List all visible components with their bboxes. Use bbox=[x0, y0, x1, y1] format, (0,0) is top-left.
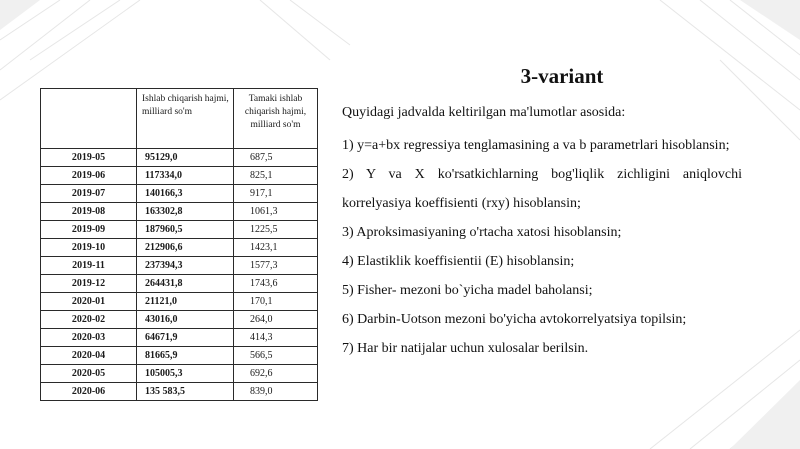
table-row bbox=[41, 257, 318, 275]
cell-production: 237394,3 bbox=[137, 257, 234, 275]
cell-tobacco: 839,0 bbox=[234, 383, 318, 401]
table-row bbox=[41, 239, 318, 257]
cell-tobacco: 1061,3 bbox=[234, 203, 318, 221]
header-period bbox=[41, 89, 137, 149]
table-row bbox=[41, 365, 318, 383]
cell-tobacco: 1577,3 bbox=[234, 257, 318, 275]
table-row bbox=[41, 329, 318, 347]
cell-production: 95129,0 bbox=[137, 149, 234, 167]
cell-period: 2020-04 bbox=[41, 347, 137, 365]
cell-tobacco: 917,1 bbox=[234, 185, 318, 203]
task-panel bbox=[342, 58, 742, 363]
cell-period: 2019-11 bbox=[41, 257, 137, 275]
table-row bbox=[41, 311, 318, 329]
data-table bbox=[40, 88, 318, 401]
cell-tobacco: 692,6 bbox=[234, 365, 318, 383]
cell-period: 2020-06 bbox=[41, 383, 137, 401]
table-header-row bbox=[41, 89, 318, 149]
cell-period: 2019-07 bbox=[41, 185, 137, 203]
task-item-3: 3) Aproksimasiyaning o'rtacha xatosi hisoblansin; bbox=[342, 225, 622, 240]
cell-production: 64671,9 bbox=[137, 329, 234, 347]
task-item-5: 5) Fisher- mezoni bo`yicha madel baholansi; bbox=[342, 283, 593, 298]
variant-title: 3-variant bbox=[520, 64, 604, 88]
cell-period: 2020-01 bbox=[41, 293, 137, 311]
cell-tobacco: 1423,1 bbox=[234, 239, 318, 257]
cell-tobacco: 825,1 bbox=[234, 167, 318, 185]
header-production-volume: Ishlab chiqarish hajmi, milliard so'm bbox=[137, 89, 234, 149]
cell-period: 2020-03 bbox=[41, 329, 137, 347]
cell-production: 163302,8 bbox=[137, 203, 234, 221]
cell-production: 21121,0 bbox=[137, 293, 234, 311]
cell-production: 105005,3 bbox=[137, 365, 234, 383]
cell-tobacco: 1743,6 bbox=[234, 275, 318, 293]
table-row bbox=[41, 149, 318, 167]
cell-tobacco: 264,0 bbox=[234, 311, 318, 329]
cell-period: 2020-02 bbox=[41, 311, 137, 329]
cell-production: 117334,0 bbox=[137, 167, 234, 185]
data-table-image bbox=[40, 88, 318, 401]
task-item-2: 2) Y va X ko'rsatkichlarning bog'liqlik zichligini aniqlovchi korrelyasiya koeffisienti (rxy) hisoblansin; bbox=[342, 167, 742, 211]
task-item-4: 4) Elastiklik koeffisientii (E) hisoblansin; bbox=[342, 254, 575, 269]
table-row bbox=[41, 203, 318, 221]
task-item-7: 7) Har bir natijalar uchun xulosalar berilsin. bbox=[342, 341, 589, 356]
header-tobacco-volume: Tamaki ishlab chiqarish hajmi, milliard so'm bbox=[234, 89, 318, 149]
table-row bbox=[41, 275, 318, 293]
cell-production: 187960,5 bbox=[137, 221, 234, 239]
table-row bbox=[41, 221, 318, 239]
cell-tobacco: 1225,5 bbox=[234, 221, 318, 239]
cell-tobacco: 414,3 bbox=[234, 329, 318, 347]
cell-period: 2020-05 bbox=[41, 365, 137, 383]
table-row bbox=[41, 383, 318, 401]
intro-text: Quyidagi jadvalda keltirilgan ma'lumotlar asosida: bbox=[342, 105, 626, 120]
cell-period: 2019-12 bbox=[41, 275, 137, 293]
cell-period: 2019-09 bbox=[41, 221, 137, 239]
table-row bbox=[41, 185, 318, 203]
table-row bbox=[41, 167, 318, 185]
task-item-6: 6) Darbin-Uotson mezoni bo'yicha avtokorrelyatsiya topilsin; bbox=[342, 312, 687, 327]
cell-tobacco: 170,1 bbox=[234, 293, 318, 311]
cell-production: 81665,9 bbox=[137, 347, 234, 365]
table-row bbox=[41, 347, 318, 365]
cell-production: 264431,8 bbox=[137, 275, 234, 293]
cell-tobacco: 566,5 bbox=[234, 347, 318, 365]
cell-period: 2019-08 bbox=[41, 203, 137, 221]
cell-period: 2019-10 bbox=[41, 239, 137, 257]
cell-production: 212906,6 bbox=[137, 239, 234, 257]
cell-production: 135 583,5 bbox=[137, 383, 234, 401]
cell-tobacco: 687,5 bbox=[234, 149, 318, 167]
cell-period: 2019-06 bbox=[41, 167, 137, 185]
task-item-1: 1) y=a+bx regressiya tenglamasining a va b parametrlari hisoblansin; bbox=[342, 138, 730, 153]
table-row bbox=[41, 293, 318, 311]
cell-production: 140166,3 bbox=[137, 185, 234, 203]
cell-production: 43016,0 bbox=[137, 311, 234, 329]
cell-period: 2019-05 bbox=[41, 149, 137, 167]
